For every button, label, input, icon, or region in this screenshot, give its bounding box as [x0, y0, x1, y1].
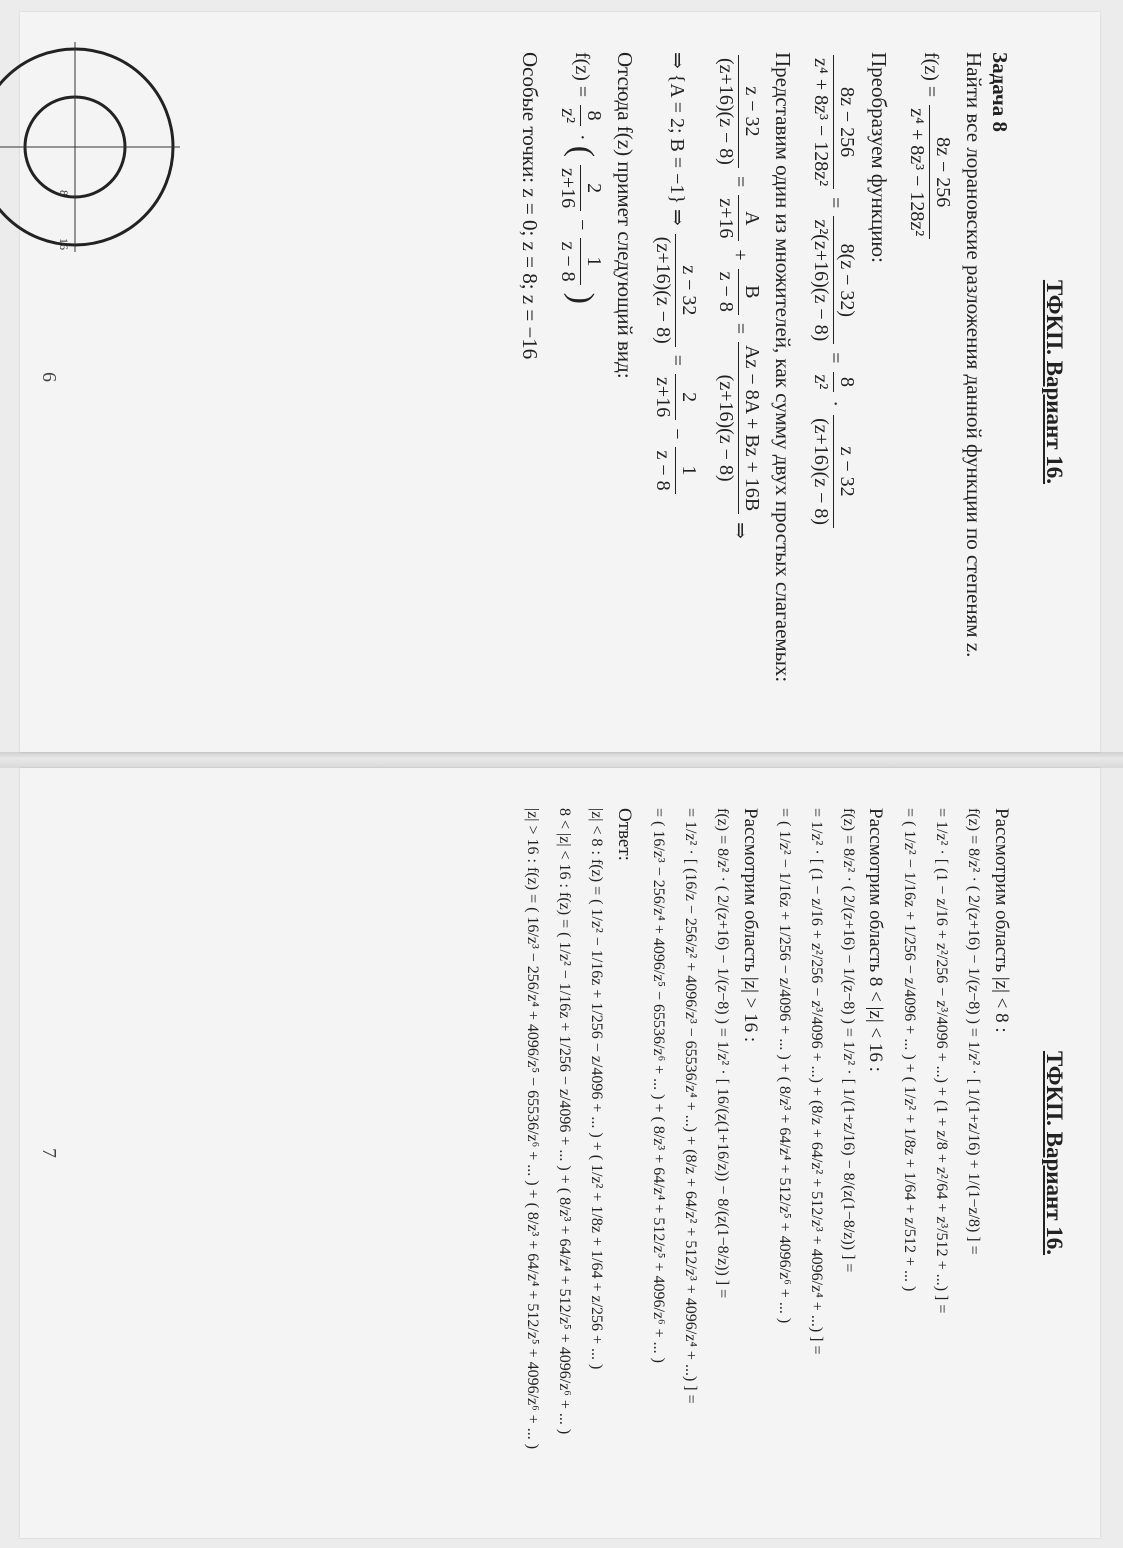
- page-title: ТФКП. Вариант 16.: [1042, 1050, 1067, 1256]
- task-heading: Задача 8: [988, 52, 1013, 132]
- transform-text: Преобразуем функцию:: [866, 52, 891, 263]
- region-1-line-3: = ( 1/z² − 1/16z + 1/256 − z/4096 + ... ) + ( 1/z² + 1/8z + 1/64 + z/512 + ... ): [901, 808, 919, 1292]
- answer-1: |z| < 8 : f(z) = ( 1/z² − 1/16z + 1/256 − z/4096 + ... ) + ( 1/z² + 1/8z + 1/64 + z/256 + ... ): [588, 808, 606, 1370]
- annulus-figure: [0, 42, 180, 252]
- region-2-line-1: f(z) = 8/z² · ( 2/(z+16) − 1/(z−8) ) = 1/z² · [ 1/(1+z/16) − 8/(z(1−8/z)) ] =: [839, 808, 857, 1273]
- page-6-content: [20, 12, 1100, 752]
- region-2-line-2: = 1/z² · [ (1 − z/16 + z²/256 − z³/4096 + ...) + (8/z + 64/z² + 512/z³ + 4096/z⁴ + ...) ] =: [807, 808, 825, 1355]
- book-gutter: [0, 752, 1123, 768]
- page-title: ТФКП. Вариант 16.: [1042, 279, 1067, 485]
- equation-2: z − 32 (z+16)(z − 8) = A z+16 + B z − 8 = Az − 8A + Bz + 16B (z+16)(z − 8) ⇒: [713, 52, 764, 712]
- region-3-heading: Рассмотрим область |z| > 16 :: [739, 808, 761, 1043]
- represent-text: Представим один из множителей, как сумму двух простых слагаемых:: [771, 52, 796, 683]
- region-2-line-3: = ( 1/z² − 1/16z + 1/256 − z/4096 + ... ) + ( 8/z³ + 64/z⁴ + 512/z⁵ + 4096/z⁶ + ... ): [775, 808, 793, 1324]
- answer-3: |z| > 16 : f(z) = ( 16/z³ − 256/z⁴ + 4096/z⁵ − 65536/z⁶ + ... ) + ( 8/z³ + 64/z⁴ + 512/z⁵ + 4096/z⁶ + ... ): [524, 808, 542, 1450]
- region-1-line-2: = 1/z² · [ (1 − z/16 + z²/256 − z³/4096 + ...) + (1 + z/8 + z²/64 + z³/512 + ...) ] =: [933, 808, 951, 1314]
- region-3-line-3: = ( 16/z³ − 256/z⁴ + 4096/z⁵ − 65536/z⁶ + ... ) + ( 8/z³ + 64/z⁴ + 512/z⁵ + 4096/z⁶ + ... ): [650, 808, 667, 1363]
- region-3-line-2: = 1/z² · [ (16/z − 256/z² + 4096/z³ − 65536/z⁴ + ...) + (8/z + 64/z² + 512/z³ + 4096/z⁴ + ...) ] =: [682, 808, 699, 1404]
- page-6: [20, 12, 1100, 752]
- label-8: 8: [57, 190, 71, 196]
- page-7: [20, 768, 1100, 1538]
- equation-3: ⇒ {A = 2; B = −1} ⇒ z − 32 (z+16)(z − 8) = 2 z+16 − 1 z − 8: [650, 52, 701, 712]
- region-3-line-1: f(z) = 8/z² · ( 2/(z+16) − 1/(z−8) ) = 1/z² · [ 16/(z(1+16/z)) − 8/(z(1−8/z)) ] =: [714, 808, 731, 1299]
- page-number: 6: [38, 372, 60, 382]
- equation-4: f(z) = 8 z² · ( 2 z+16 − 1 z − 8 ): [557, 52, 605, 304]
- label-16: 16: [57, 238, 71, 250]
- task-text: Найти все лорановские разложения данной функции по степеням z.: [962, 52, 986, 658]
- equation-1: 8z − 256 z⁴ + 8z³ − 128z² = 8(z − 32) z²(z+16)(z − 8) = 8 z² · z − 32 (z+16)(z − 8): [809, 52, 860, 712]
- region-1-line-1: f(z) = 8/z² · ( 2/(z+16) − 1/(z−8) ) = 1/z² · [ 1/(1+z/16) + 1/(1−z/8) ] =: [965, 808, 983, 1255]
- function-definition: f(z) = 8z − 256 z⁴ + 8z³ − 128z²: [904, 52, 955, 712]
- region-2-heading: Рассмотрим область 8 < |z| < 16 :: [865, 808, 887, 1072]
- answer-2: 8 < |z| < 16 : f(z) = ( 1/z² − 1/16z + 1/256 − z/4096 + ... ) + ( 8/z³ + 64/z⁴ + 512/z⁵ + 4096/z⁶ + ... ): [556, 808, 574, 1435]
- answer-heading: Ответ:: [614, 808, 635, 861]
- region-1-heading: Рассмотрим область |z| < 8 :: [991, 808, 1013, 1033]
- hence-text: Отсюда f(z) примет следующий вид:: [613, 52, 638, 379]
- page-7-content: [20, 768, 1100, 1538]
- page-number: 7: [38, 1148, 60, 1158]
- singular-points: Особые точки: z = 0; z = 8; z = −16: [518, 52, 542, 360]
